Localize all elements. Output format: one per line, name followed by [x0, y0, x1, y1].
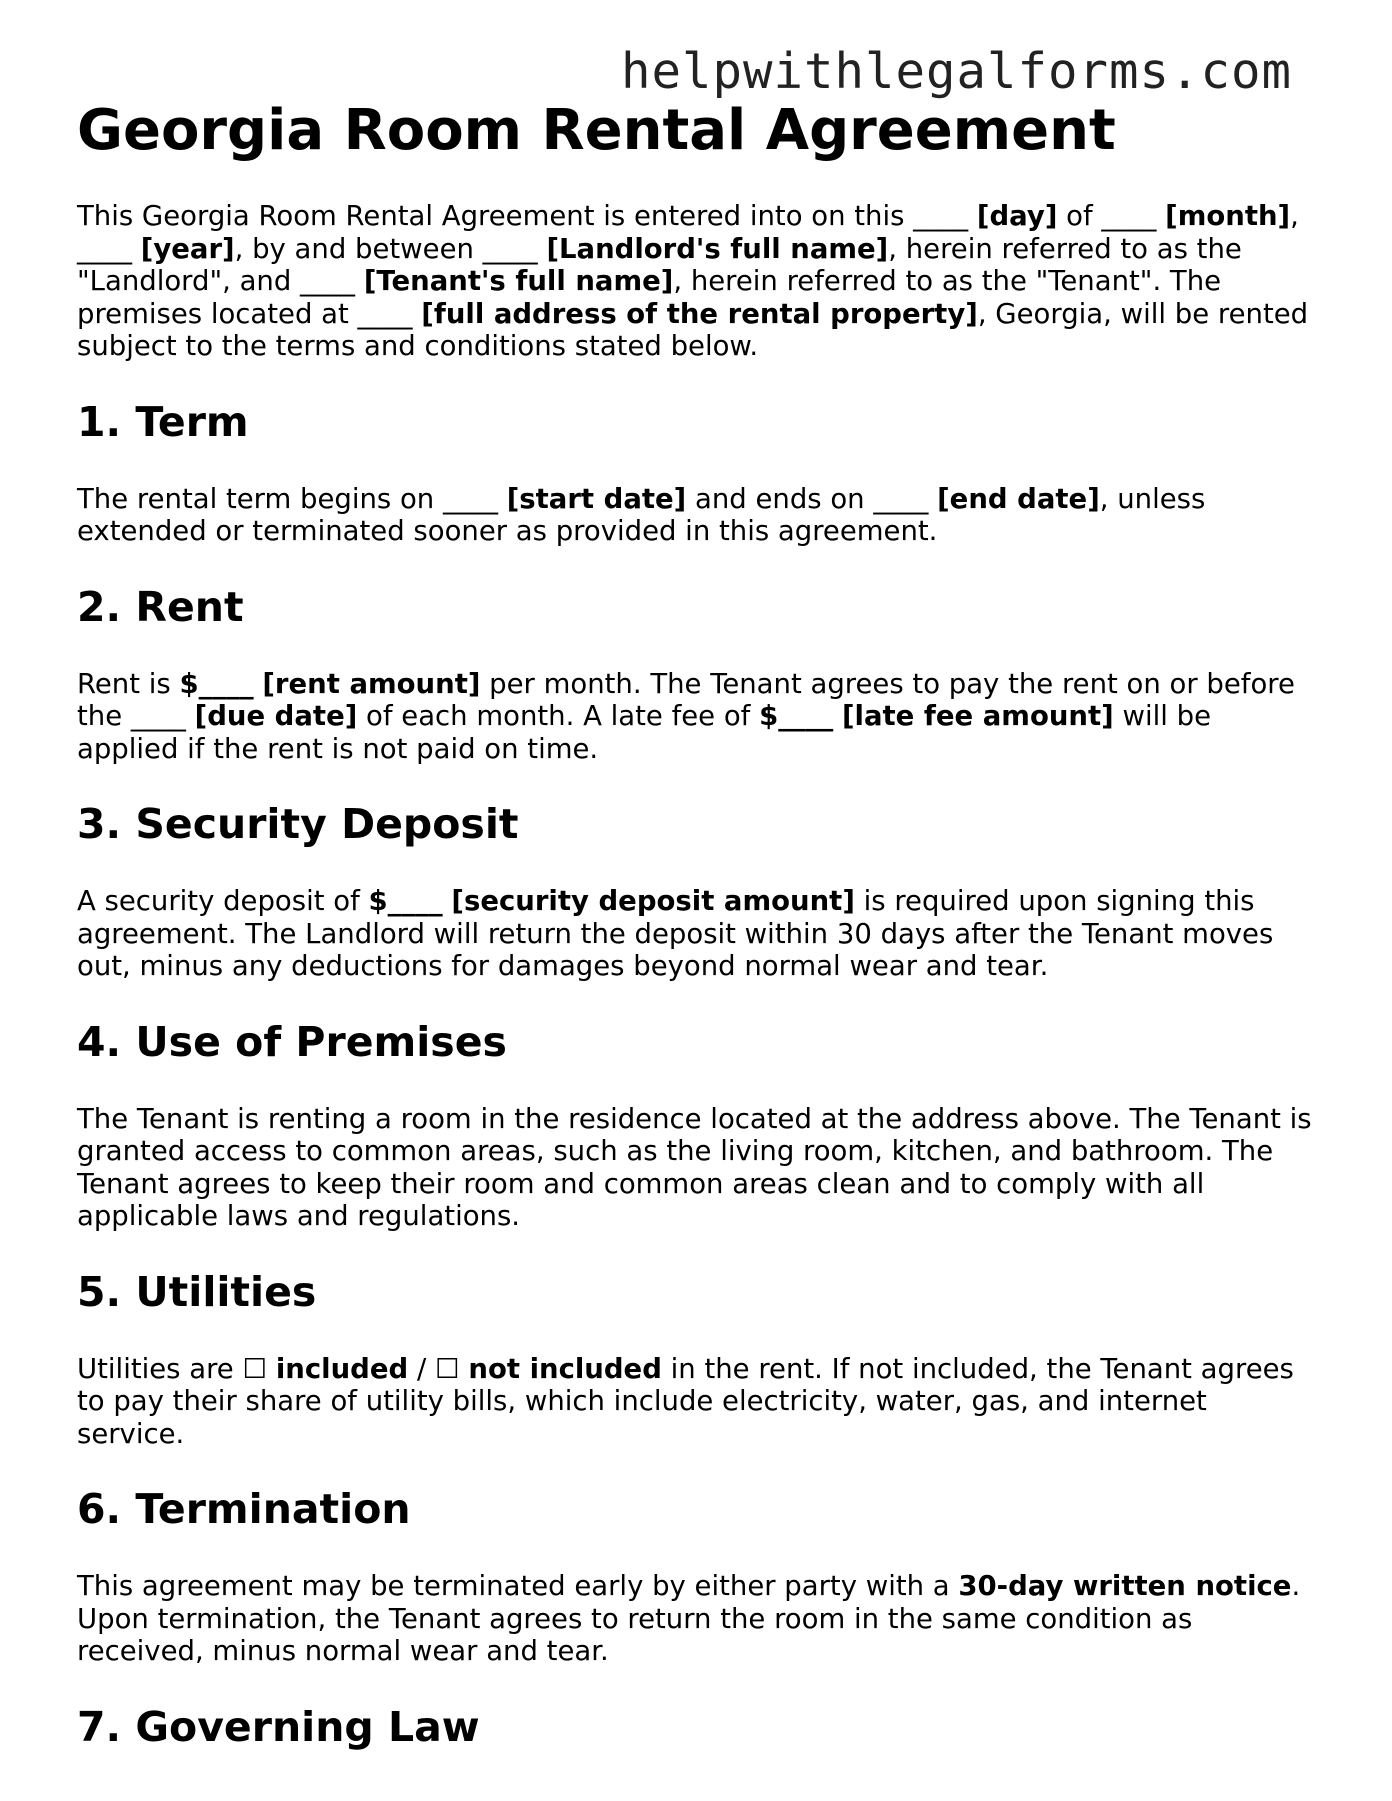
section-heading-rent: 2. Rent — [77, 582, 244, 631]
section-heading-governing-law: 7. Governing Law — [77, 1702, 480, 1751]
utilities-text: Utilities are — [77, 1352, 243, 1385]
included-label: included — [275, 1352, 409, 1385]
section-heading-utilities: 5. Utilities — [77, 1267, 317, 1316]
rent-text: Rent is — [77, 667, 180, 700]
utilities-text: in the rent. If not included, the Tenant agrees to pay their share of utility bills, which include electricity, water, gas, and internet service. — [77, 1352, 1294, 1450]
property-address-placeholder: [full address of the rental property] — [421, 297, 978, 330]
document-title: Georgia Room Rental Agreement — [77, 98, 1116, 163]
day-placeholder: [day] — [976, 200, 1058, 232]
term-text: and ends on ____ — [686, 482, 938, 515]
termination-paragraph — [77, 1570, 1317, 1668]
intro-text: , herein referred to as the "Tenant". The premises located at ____ — [77, 265, 1222, 330]
rent-amount-blank: $____ — [179, 667, 254, 700]
end-date-placeholder: [end date] — [937, 482, 1100, 515]
term-paragraph — [77, 483, 1317, 548]
rent-text: per month. The Tenant agrees to pay the rent on or before the ____ — [77, 667, 1295, 732]
utilities-text — [267, 1353, 276, 1385]
utilities-text: / — [408, 1352, 435, 1385]
month-placeholder: [month] — [1165, 200, 1291, 232]
deposit-text: A security deposit of — [77, 885, 369, 917]
year-placeholder: [year] — [140, 232, 235, 265]
intro-paragraph — [77, 200, 1317, 363]
landlord-name-placeholder: [Landlord's full name] — [546, 232, 889, 265]
late-fee-blank: $____ — [759, 700, 834, 732]
due-date-placeholder: [due date] — [194, 700, 358, 732]
term-text: The rental term begins on ____ — [77, 482, 507, 515]
deposit-paragraph — [77, 885, 1317, 983]
not-included-checkbox[interactable]: ☐ — [434, 1352, 460, 1385]
included-checkbox[interactable]: ☐ — [242, 1352, 268, 1385]
utilities-paragraph — [77, 1353, 1317, 1451]
intro-text: , herein referred to as the "Landlord", and ____ — [77, 232, 1242, 297]
section-heading-security-deposit: 3. Security Deposit — [77, 800, 519, 848]
deposit-text: is required upon signing this agreement. The Landlord will return the deposit within 30 days after the Tenant moves out, minus any deductions for damages beyond normal wear and tear. — [77, 885, 1274, 982]
section-heading-use-of-premises: 4. Use of Premises — [77, 1017, 507, 1066]
termination-text: This agreement may be terminated early by either party with a — [77, 1570, 959, 1602]
deposit-amount-blank: $____ — [368, 885, 443, 917]
section-heading-term: 1. Term — [77, 397, 249, 446]
use-of-premises-paragraph: The Tenant is renting a room in the residence located at the address above. The Tenant is granted access to common areas, such as the living room, kitchen, and bathroom. The Tenant agrees to keep their room and common areas clean and to comply with all applicable laws and regulations. — [77, 1102, 1312, 1232]
intro-text: This Georgia Room Rental Agreement is entered into on this ____ — [77, 200, 977, 232]
not-included-label: not included — [468, 1352, 662, 1385]
intro-text: , ____ — [77, 200, 1299, 265]
late-fee-placeholder: [late fee amount] — [841, 700, 1114, 732]
term-text: , unless extended or terminated sooner as provided in this agreement. — [77, 482, 1206, 547]
tenant-name-placeholder: [Tenant's full name] — [363, 265, 674, 297]
rent-paragraph — [77, 668, 1317, 766]
notice-period: 30-day written notice — [958, 1570, 1292, 1602]
document-content — [77, 96, 1317, 1788]
site-watermark: helpwithlegalforms.com — [620, 43, 1292, 100]
rent-text: of each month. A late fee of — [357, 700, 760, 732]
section-heading-termination: 6. Termination — [77, 1485, 411, 1533]
rent-amount-placeholder: [rent amount] — [262, 667, 481, 700]
intro-text: , by and between ____ — [234, 232, 547, 265]
intro-text: , Georgia, will be rented subject to the terms and conditions stated below. — [77, 297, 1309, 362]
start-date-placeholder: [start date] — [506, 482, 687, 515]
deposit-amount-placeholder: [security deposit amount] — [451, 885, 855, 917]
rent-text — [833, 700, 842, 732]
rent-text: will be applied if the rent is not paid on time. — [77, 700, 1212, 765]
termination-text: . Upon termination, the Tenant agrees to return the room in the same condition as received, minus normal wear and tear. — [77, 1570, 1301, 1667]
intro-text: of ____ — [1057, 200, 1166, 232]
